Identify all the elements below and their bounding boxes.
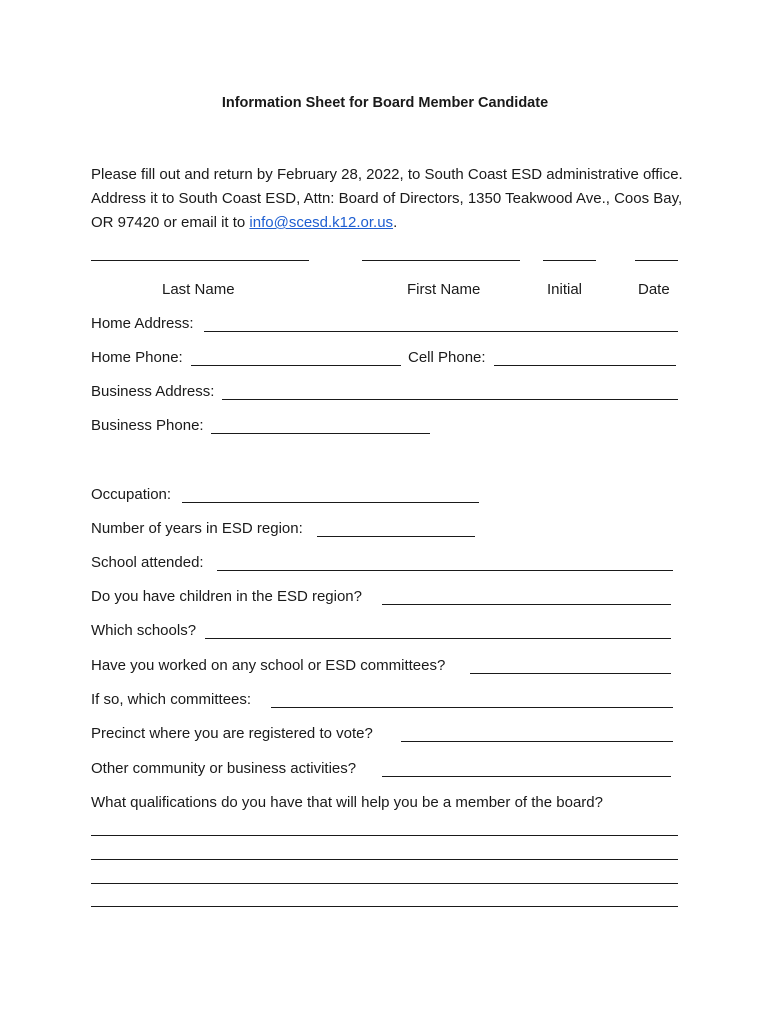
email-link[interactable]: info@scesd.k12.or.us [249, 214, 394, 231]
which-committees-line[interactable] [271, 707, 673, 708]
initial-label: Initial [547, 281, 583, 298]
qualifications-answer-line[interactable] [91, 906, 678, 907]
school-attended-line[interactable] [217, 570, 673, 571]
committees-worked-line[interactable] [470, 673, 671, 674]
home-phone-line[interactable] [191, 365, 401, 366]
other-activities-line[interactable] [382, 776, 671, 777]
qualifications-answer-line[interactable] [91, 835, 678, 836]
instructions-text: Please fill out and return by February 28, 2022, to South Coast ESD administrative office. Address it to South Coast ESD, Attn: Board of Directors, 1350 Teakwood Ave., Coos Bay, OR 97420 or email it to [91, 166, 683, 231]
business-phone-line[interactable] [211, 433, 430, 434]
school-attended-label: School attended: [91, 554, 204, 571]
home-address-label: Home Address: [91, 315, 194, 332]
which-committees-label: If so, which committees: [91, 691, 252, 708]
business-address-label: Business Address: [91, 383, 215, 400]
home-phone-label: Home Phone: [91, 349, 183, 366]
precinct-label: Precinct where you are registered to vote? [91, 725, 373, 742]
years-in-region-line[interactable] [317, 536, 475, 537]
first-name-line[interactable] [362, 260, 520, 261]
which-schools-label: Which schools? [91, 622, 197, 639]
first-name-label: First Name [407, 281, 481, 298]
date-label: Date [638, 281, 670, 298]
committees-worked-label: Have you worked on any school or ESD committees? [91, 657, 446, 674]
qualifications-label: What qualifications do you have that will help you be a member of the board? [91, 794, 603, 811]
home-address-line[interactable] [204, 331, 678, 332]
children-in-region-label: Do you have children in the ESD region? [91, 588, 362, 605]
precinct-line[interactable] [401, 741, 673, 742]
other-activities-label: Other community or business activities? [91, 760, 357, 777]
occupation-label: Occupation: [91, 486, 172, 503]
instructions-paragraph [91, 163, 691, 235]
qualifications-answer-line[interactable] [91, 883, 678, 884]
occupation-line[interactable] [182, 502, 479, 503]
document-title: Information Sheet for Board Member Candidate [221, 95, 549, 111]
instructions-period: . [393, 214, 398, 231]
which-schools-line[interactable] [205, 638, 671, 639]
cell-phone-label: Cell Phone: [408, 349, 486, 366]
qualifications-answer-line[interactable] [91, 859, 678, 860]
cell-phone-line[interactable] [494, 365, 676, 366]
initial-line[interactable] [543, 260, 596, 261]
business-address-line[interactable] [222, 399, 678, 400]
years-in-region-label: Number of years in ESD region: [91, 520, 303, 537]
business-phone-label: Business Phone: [91, 417, 204, 434]
children-in-region-line[interactable] [382, 604, 671, 605]
date-line[interactable] [635, 260, 678, 261]
last-name-label: Last Name [162, 281, 235, 298]
last-name-line[interactable] [91, 260, 309, 261]
